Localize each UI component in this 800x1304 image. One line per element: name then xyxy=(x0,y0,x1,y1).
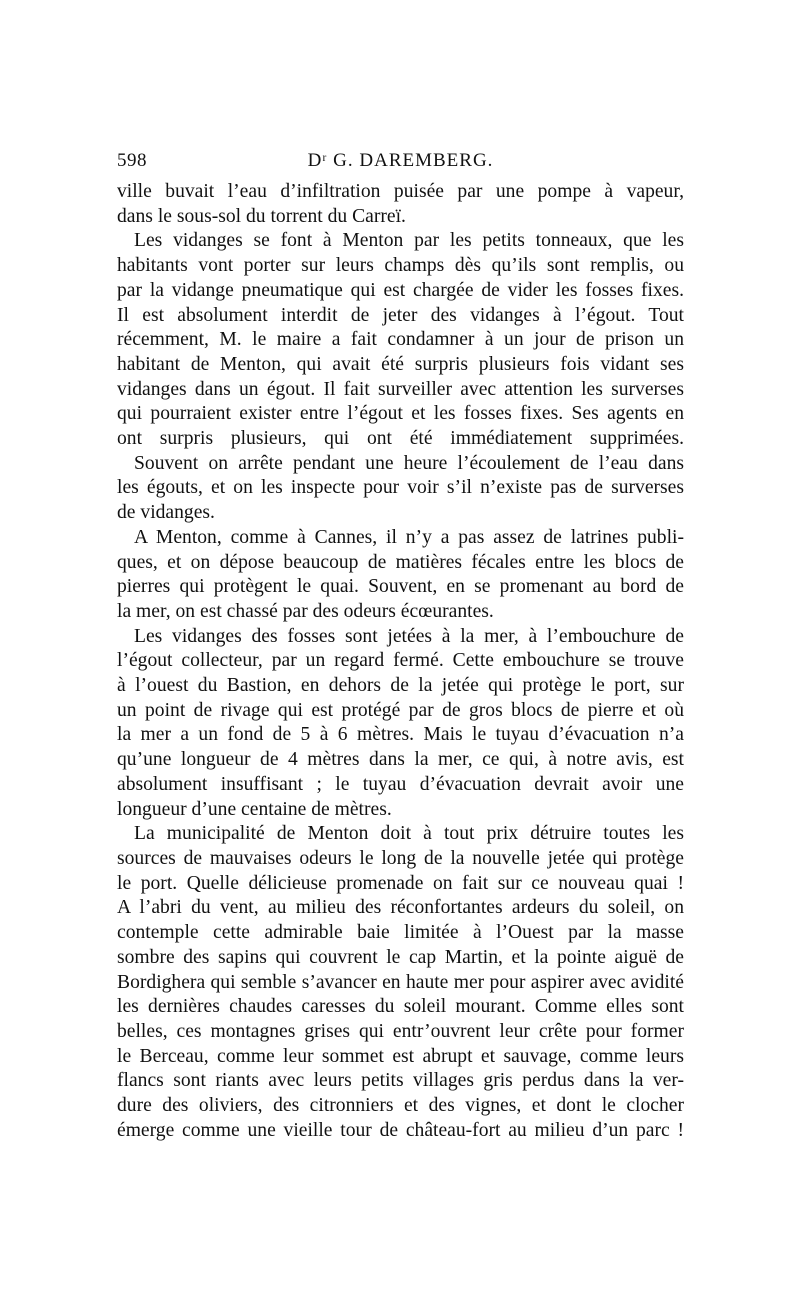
text-line: Les vidanges se font à Menton par les petits tonneaux, que les xyxy=(134,230,684,252)
text-line: habitants vont porter sur leurs champs dès qu’ils sont remplis, ou xyxy=(117,255,684,277)
book-page xyxy=(117,150,684,1143)
text-line: sources de mauvaises odeurs le long de la nouvelle jetée qui protège xyxy=(117,847,684,869)
text-line: longueur d’une centaine de mètres. xyxy=(117,798,392,820)
text-line: belles, ces montagnes grises qui entr’ouvrent leur crête pour former xyxy=(117,1020,684,1042)
text-line: dure des oliviers, des citronniers et des vignes, et dont le clocher xyxy=(117,1095,684,1117)
text-line: émerge comme une vieille tour de château-fort au milieu d’un parc ! xyxy=(117,1119,684,1141)
text-line: les égouts, et on les inspecte pour voir s’il n’existe pas de surverses xyxy=(117,477,684,499)
text-line: Bordighera qui semble s’avancer en haute mer pour aspirer avec avidité xyxy=(117,971,684,993)
text-line: récemment, M. le maire a fait condamner à un jour de prison un xyxy=(117,329,684,351)
text-line: à l’ouest du Bastion, en dehors de la jetée qui protège le port, sur xyxy=(117,675,684,697)
text-line: ques, et on dépose beaucoup de matières fécales entre les blocs de xyxy=(117,551,684,573)
text-line: Les vidanges des fosses sont jetées à la mer, à l’embouchure de xyxy=(134,625,684,647)
text-line: absolument insuffisant ; le tuyau d’évacuation devrait avoir une xyxy=(117,773,684,795)
body-text xyxy=(117,180,684,1143)
text-line: A Menton, comme à Cannes, il n’y a pas assez de latrines publi- xyxy=(134,526,684,548)
text-line: vidanges dans un égout. Il fait surveiller avec attention les surverses xyxy=(117,378,684,400)
text-line: flancs sont riants avec leurs petits villages gris perdus dans la ver- xyxy=(117,1070,684,1092)
text-line: par la vidange pneumatique qui est chargée de vider les fosses fixes. xyxy=(117,279,684,301)
text-line: dans le sous-sol du torrent du Carreï. xyxy=(117,205,406,227)
running-header xyxy=(117,150,684,176)
running-title-author: Dʳ G. DAREMBERG. xyxy=(307,150,494,171)
text-line: le Berceau, comme leur sommet est abrupt et sauvage, comme leurs xyxy=(117,1045,684,1067)
text-line: A l’abri du vent, au milieu des réconfortantes ardeurs du soleil, on xyxy=(117,897,684,919)
text-line: ont surpris plusieurs, qui ont été immédiatement supprimées. xyxy=(117,428,684,450)
text-line: de vidanges. xyxy=(117,502,215,524)
text-line: la mer a un fond de 5 à 6 mètres. Mais le tuyau d’évacuation n’a xyxy=(117,724,684,746)
page-number: 598 xyxy=(117,150,147,171)
text-line: l’égout collecteur, par un regard fermé. Cette embouchure se trouve xyxy=(117,650,684,672)
text-line: la mer, on est chassé par des odeurs écœurantes. xyxy=(117,600,494,622)
text-line: habitant de Menton, qui avait été surpris plusieurs fois vidant ses xyxy=(117,353,684,375)
text-line: La municipalité de Menton doit à tout prix détruire toutes les xyxy=(134,823,684,845)
text-line: pierres qui protègent le quai. Souvent, en se promenant au bord de xyxy=(117,576,684,598)
text-line: sombre des sapins qui couvrent le cap Martin, et la pointe aiguë de xyxy=(117,946,684,968)
text-line: Il est absolument interdit de jeter des vidanges à l’égout. Tout xyxy=(117,304,684,326)
text-line: ville buvait l’eau d’infiltration puisée par une pompe à vapeur, xyxy=(117,181,684,202)
text-line: contemple cette admirable baie limitée à l’Ouest par la masse xyxy=(117,922,684,944)
text-line: les dernières chaudes caresses du soleil mourant. Comme elles sont xyxy=(117,996,684,1018)
text-line: qui pourraient exister entre l’égout et les fosses fixes. Ses agents en xyxy=(117,403,684,425)
text-line: Souvent on arrête pendant une heure l’écoulement de l’eau dans xyxy=(134,452,684,474)
text-line: le port. Quelle délicieuse promenade on fait sur ce nouveau quai ! xyxy=(117,872,684,894)
text-line: qu’une longueur de 4 mètres dans la mer, ce qui, à notre avis, est xyxy=(117,749,684,771)
text-line: un point de rivage qui est protégé par de gros blocs de pierre et où xyxy=(117,699,684,721)
